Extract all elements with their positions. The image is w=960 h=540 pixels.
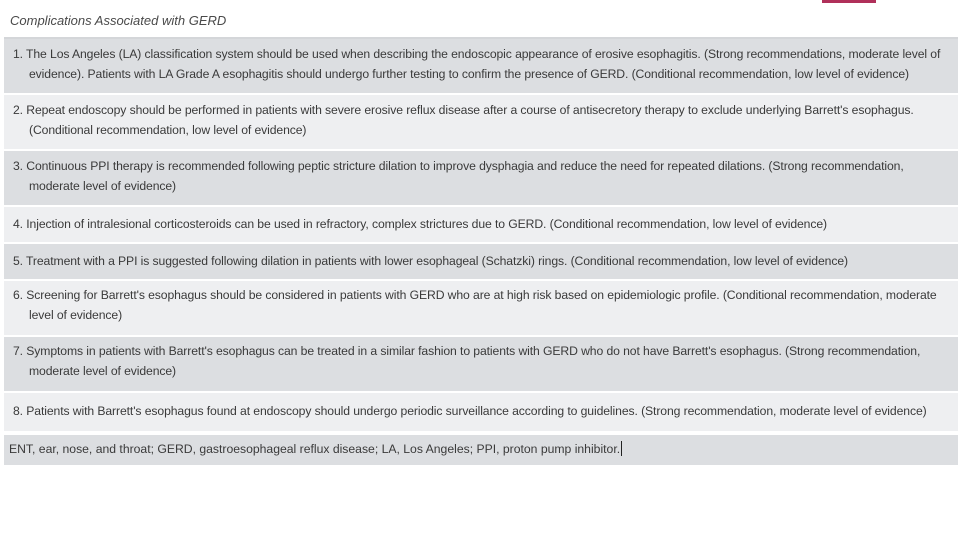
table-row — [4, 151, 958, 207]
row-text: 3. Continuous PPI therapy is recommended following peptic stricture dilation to improve dysphagia and reduce the need for repeated dilations. (Strong recommendation, moderate level of evidence) — [13, 159, 904, 193]
text-cursor — [621, 441, 622, 456]
row-text: 4. Injection of intralesional corticosteroids can be used in refractory, complex strictures due to GERD. (Conditional recommendation, low level of evidence) — [13, 217, 827, 231]
table-row — [4, 337, 958, 393]
table-row — [4, 39, 958, 95]
row-text: 8. Patients with Barrett's esophagus found at endoscopy should undergo periodic surveillance according to guidelines. (Strong recommendation, moderate level of evidence) — [13, 404, 927, 418]
table-footnote[interactable] — [4, 433, 958, 465]
table-title: Complications Associated with GERD — [4, 4, 958, 39]
accent-tab — [822, 0, 876, 3]
table-row — [4, 244, 958, 281]
row-text: 1. The Los Angeles (LA) classification system should be used when describing the endoscopic appearance of erosive esophagitis. (Strong recommendations, moderate level of evidence). Patients with LA Grade A esophagitis should undergo further testing to confirm the presence of GERD. (Conditional recommendation, low level of evidence) — [13, 47, 941, 81]
table-row — [4, 207, 958, 244]
table-row — [4, 95, 958, 151]
table-row — [4, 393, 958, 433]
table-row — [4, 281, 958, 337]
row-text: 5. Treatment with a PPI is suggested following dilation in patients with lower esophageal (Schatzki) rings. (Conditional recommendation, low level of evidence) — [13, 254, 848, 268]
row-text: 2. Repeat endoscopy should be performed in patients with severe erosive reflux disease after a course of antisecretory therapy to exclude underlying Barrett's esophagus. (Conditional recommendation, low level of evidence) — [13, 103, 914, 137]
row-text: 7. Symptoms in patients with Barrett's esophagus can be treated in a similar fashion to patients with GERD who do not have Barrett's esophagus. (Strong recommendation, moderate level of evidence) — [13, 344, 921, 378]
footnote-text: ENT, ear, nose, and throat; GERD, gastroesophageal reflux disease; LA, Los Angeles; PPI, proton pump inhibitor. — [9, 442, 621, 456]
recommendations-table — [4, 4, 958, 465]
row-text: 6. Screening for Barrett's esophagus should be considered in patients with GERD who are at high risk based on epidemiologic profile. (Conditional recommendation, moderate level of evidence) — [13, 288, 937, 322]
